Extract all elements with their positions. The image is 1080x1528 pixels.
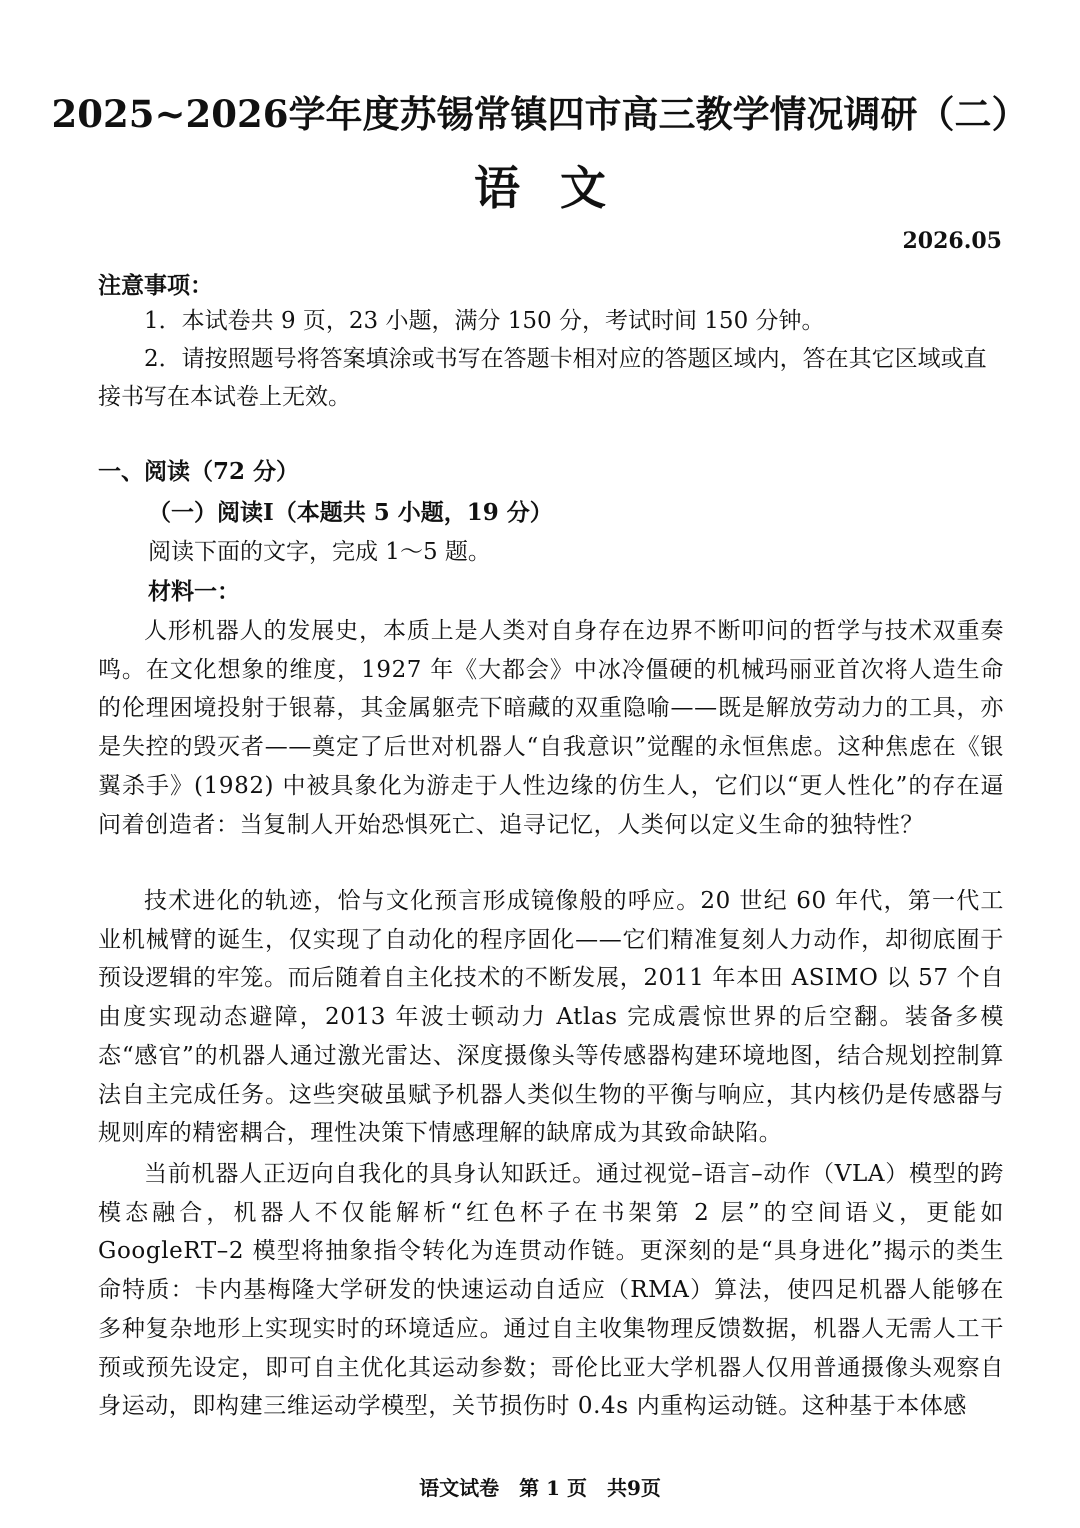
- section-heading: 一、阅读（72 分）: [98, 458, 300, 485]
- subject-title: 语文: [474, 161, 646, 215]
- material-label: 材料一：: [148, 578, 240, 605]
- exam-title: 2025~2026学年度苏锡常镇四市高三教学情况调研（二）: [51, 92, 1029, 136]
- exam-date: 2026.05: [902, 228, 1002, 254]
- reading-instruction: 阅读下面的文字，完成 1～5 题。: [148, 539, 491, 565]
- notice-heading: 注意事项：: [98, 272, 213, 299]
- material-paragraph-3: 当前机器人正迈向自我化的具身认知跃迁。通过视觉–语言–动作（VLA）模型的跨模态融合，机器人不仅能解析“红色杯子在书架第 2 层”的空间语义，更能如 GoogleRT–2 模型将抽象指令转化为连贯动作链。更深刻的是“具身进化”揭示的类生命特质：卡内基梅隆大学研发的快速运动自适应（RMA）算法，使四足机器人能够在多种复杂地形上实现实时的环境适应。通过自主收集物理反馈数据，机器人无需人工干预或预先设定，即可自主优化其运动参数；哥伦比亚大学机器人仅用普通摄像头观察自身运动，即构建三维运动学模型，关节损伤时 0.4s 内重构运动链。这种基于本体感: [98, 1161, 1004, 1420]
- material-paragraph-1: 人形机器人的发展史，本质上是人类对自身存在边界不断叩问的哲学与技术双重奏鸣。在文化想象的维度，1927 年《大都会》中冰冷僵硬的机械玛丽亚首次将人造生命的伦理困境投射于银幕，其金属躯壳下暗藏的双重隐喻——既是解放劳动力的工具，亦是失控的毁灭者——奠定了后世对机器人“自我意识”觉醒的永恒焦虑。这种焦虑在《银翼杀手》(1982) 中被具象化为游走于人性边缘的仿生人，它们以“更人性化”的存在逼问着创造者：当复制人开始恐惧死亡、追寻记忆，人类何以定义生命的独特性？: [98, 618, 1004, 838]
- page-footer: 语文试卷 第 1 页 共9页: [419, 1476, 661, 1500]
- subsection-heading: （一）阅读Ⅰ（本题共 5 小题，19 分）: [148, 499, 553, 526]
- notice-item-2: 2．请按照题号将答案填涂或书写在答题卡相对应的答题区域内，答在其它区域或直接书写在本试卷上无效。: [98, 346, 987, 410]
- notice-item-1: 1．本试卷共 9 页，23 小题，满分 150 分，考试时间 150 分钟。: [144, 308, 825, 334]
- material-paragraph-2: 技术进化的轨迹，恰与文化预言形成镜像般的呼应。20 世纪 60 年代，第一代工业机械臂的诞生，仅实现了自动化的程序固化——它们精准复刻人力动作，却彻底囿于预设逻辑的牢笼。而后随着自主化技术的不断发展，2011 年本田 ASIMO 以 57 个自由度实现动态避障，2013 年波士顿动力 Atlas 完成震惊世界的后空翻。装备多模态“感官”的机器人通过激光雷达、深度摄像头等传感器构建环境地图，结合规划控制算法自主完成任务。这些突破虽赋予机器人类似生物的平衡与响应，其内核仍是传感器与规则库的精密耦合，理性决策下情感理解的缺席成为其致命缺陷。: [98, 888, 1004, 1147]
